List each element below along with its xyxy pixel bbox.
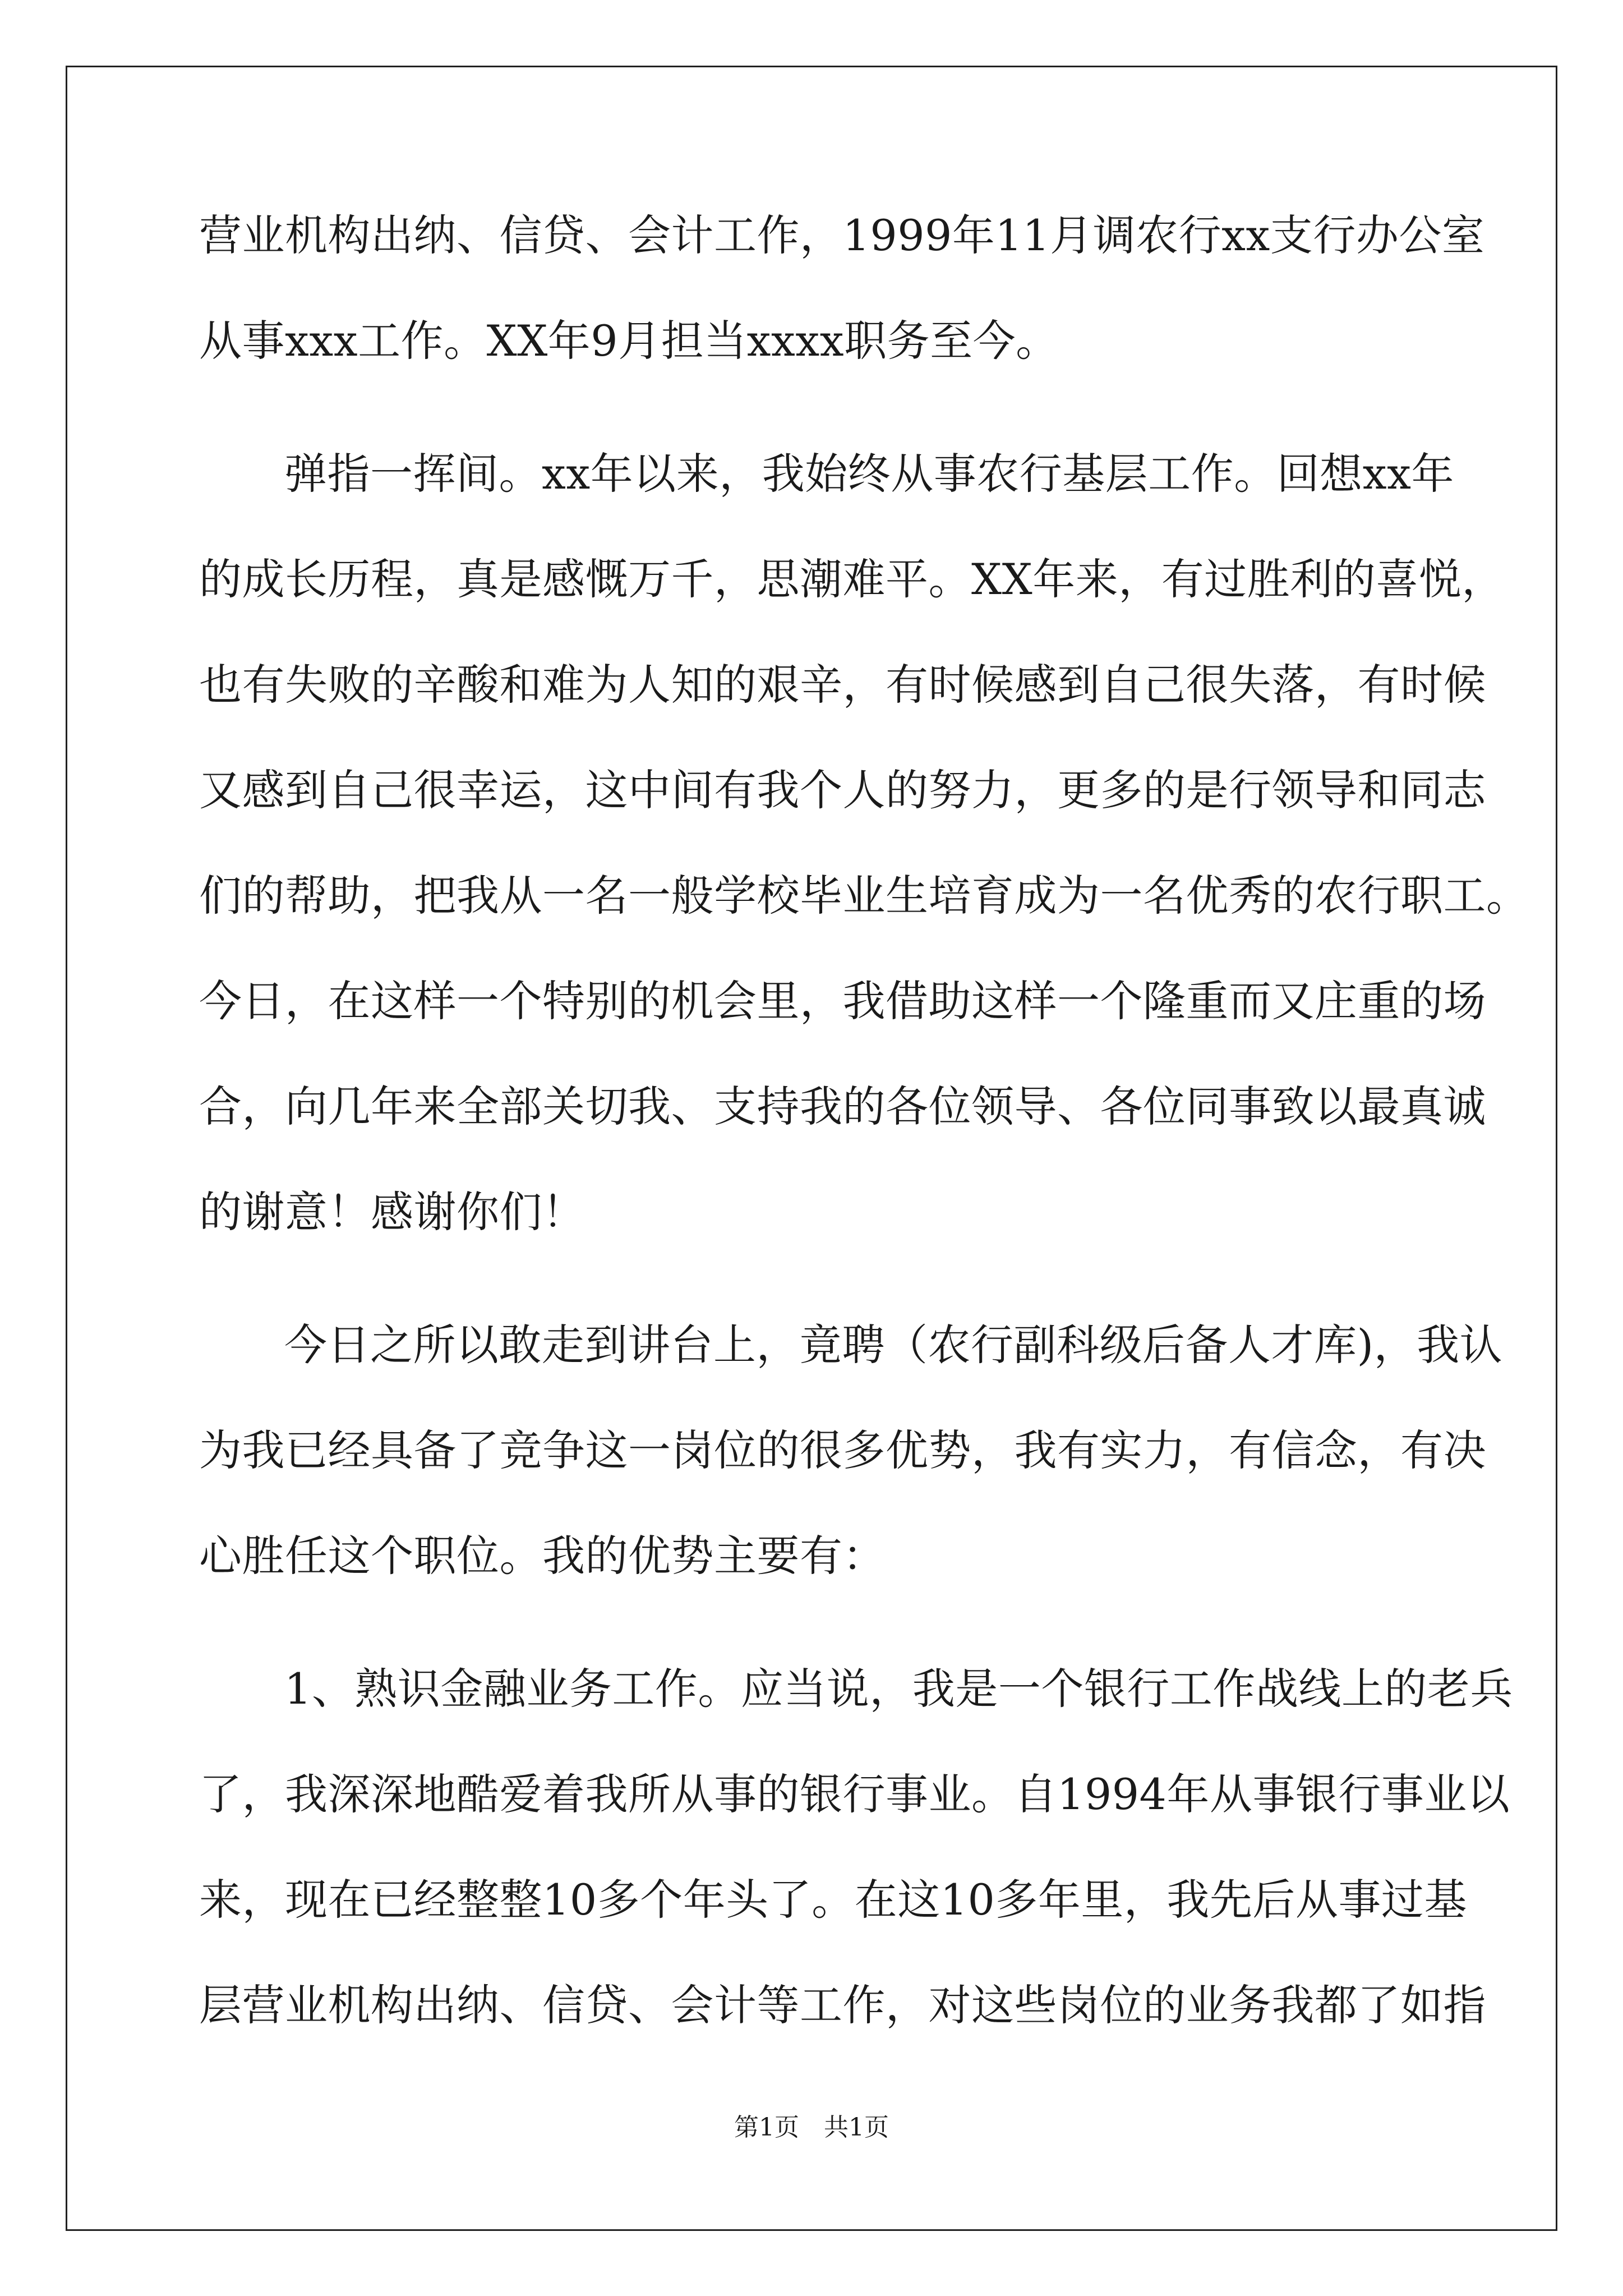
text-line: 为我已经具备了竞争这一岗位的很多优势，我有实力，有信念，有决: [199, 1425, 1486, 1475]
text-line: 又感到自己很幸运，这中间有我个人的努力，更多的是行领导和同志: [199, 765, 1486, 815]
text-line: 1、熟识金融业务工作。应当说，我是一个银行工作战线上的老兵: [284, 1664, 1513, 1714]
text-line: 心胜任这个职位。我的优势主要有：: [199, 1531, 886, 1581]
text-line: 弹指一挥间。xx年以来，我始终从事农行基层工作。回想xx年: [284, 449, 1454, 499]
text-line: 合，向几年来全部关切我、支持我的各位领导、各位同事致以最真诚: [199, 1082, 1486, 1131]
text-line: 营业机构出纳、信贷、会计工作，1999年11月调农行xx支行办公室: [199, 210, 1485, 260]
text-line: 今日之所以敢走到讲台上，竟聘（农行副科级后备人才库)，我认: [284, 1320, 1503, 1370]
text-line: 也有失败的辛酸和难为人知的艰辛，有时候感到自己很失落，有时候: [199, 660, 1486, 710]
text-line: 了，我深深地酷爱着我所从事的银行事业。自1994年从事银行事业以: [199, 1769, 1510, 1819]
text-line: 来，现在已经整整10多个年头了。在这10多年里，我先后从事过基: [199, 1875, 1467, 1925]
text-line: 从事xxx工作。XX年9月担当xxxx职务至今。: [199, 316, 1059, 366]
page-number: 第1页 共1页: [734, 2113, 889, 2142]
text-line: 们的帮助，把我从一名一般学校毕业生培育成为一名优秀的农行职工。: [199, 871, 1529, 921]
text-line: 的成长历程，真是感慨万千，思潮难平。XX年来，有过胜利的喜悦，: [199, 554, 1505, 604]
text-line: 今日，在这样一个特别的机会里，我借助这样一个隆重而又庄重的场: [199, 976, 1486, 1026]
text-line: 层营业机构出纳、信贷、会计等工作，对这些岗位的业务我都了如指: [199, 1980, 1486, 2030]
text-line: 的谢意！感谢你们！: [199, 1187, 585, 1237]
